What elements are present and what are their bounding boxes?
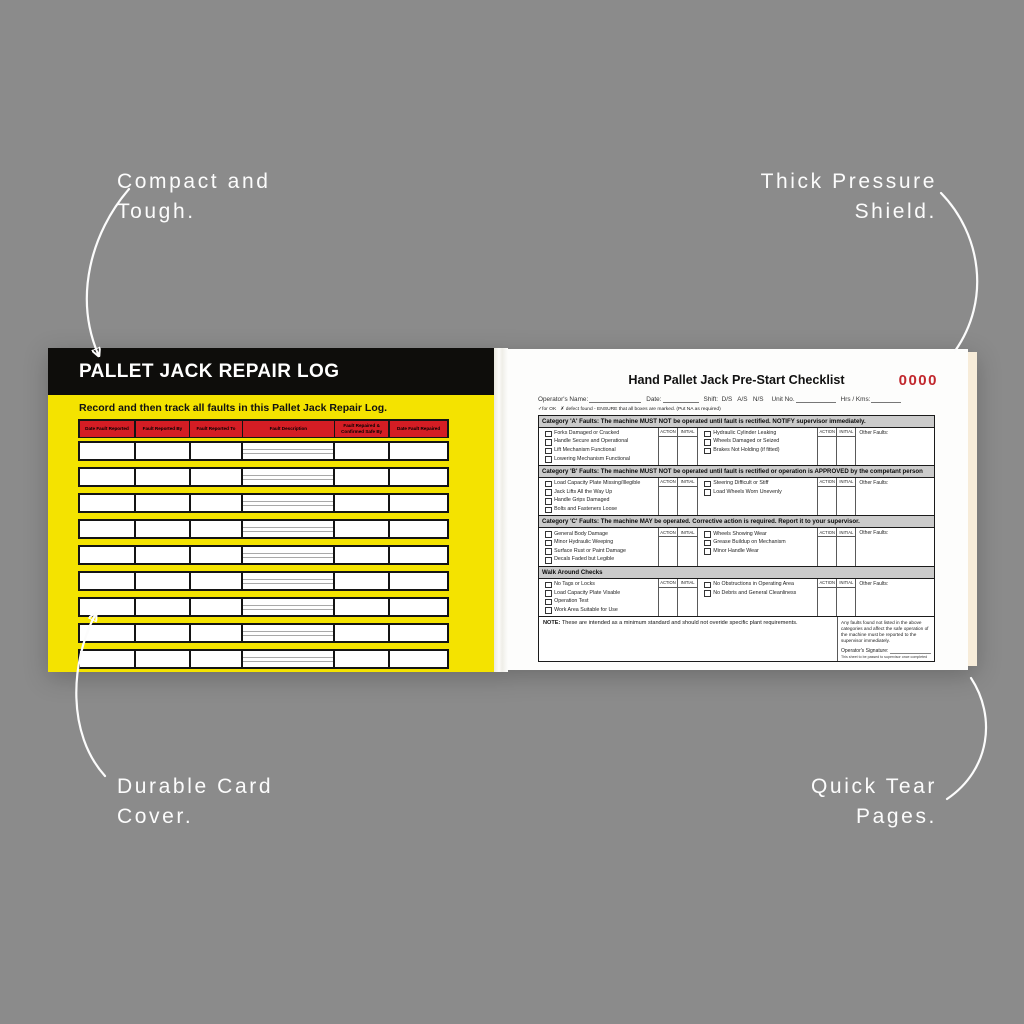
log-cell-blank bbox=[80, 443, 134, 459]
checklist-item-label: Jack Lifts All the Way Up bbox=[554, 488, 613, 495]
log-cell-blank bbox=[335, 599, 388, 615]
page-stack-edge bbox=[968, 352, 977, 666]
initial-header: INITIAL bbox=[837, 528, 855, 537]
checkbox bbox=[545, 489, 552, 496]
initial-header: INITIAL bbox=[678, 528, 697, 537]
checklist-item bbox=[545, 590, 656, 597]
checklist-item bbox=[545, 557, 656, 564]
checklist-title: Hand Pallet Jack Pre-Start Checklist bbox=[628, 373, 845, 387]
action-column bbox=[658, 528, 677, 565]
initial-column bbox=[677, 428, 697, 465]
checkbox bbox=[704, 448, 711, 455]
action-column bbox=[658, 478, 677, 515]
checkbox bbox=[545, 448, 552, 455]
checklist-sections bbox=[539, 416, 934, 617]
checklist-item-label: Grease Buildup on Mechanism bbox=[713, 539, 786, 546]
checklist-item-label: Handle Grips Damaged bbox=[554, 497, 610, 504]
checklist-item bbox=[545, 489, 656, 496]
checkbox bbox=[704, 590, 711, 597]
log-cell-blank bbox=[390, 469, 447, 485]
log-table-row bbox=[78, 597, 449, 617]
note-row bbox=[539, 616, 934, 661]
log-cell-blank bbox=[243, 469, 333, 485]
operator-signature-field bbox=[841, 647, 931, 654]
log-cell-blank bbox=[136, 625, 189, 641]
log-cell-blank bbox=[390, 443, 447, 459]
checkbox bbox=[704, 548, 711, 555]
log-cell-blank bbox=[191, 547, 242, 563]
checklist-column bbox=[539, 528, 658, 565]
log-cell-blank bbox=[80, 547, 134, 563]
log-column-header: Fault Reported By bbox=[136, 421, 189, 437]
action-header: ACTION bbox=[659, 579, 677, 588]
checklist-item bbox=[704, 531, 815, 538]
supervisor-note-box bbox=[837, 617, 934, 661]
log-cell-blank bbox=[390, 573, 447, 589]
checklist-item bbox=[545, 439, 656, 446]
checklist-column bbox=[539, 428, 658, 465]
log-cell-blank bbox=[80, 599, 134, 615]
operator-name-blank bbox=[589, 395, 641, 403]
hrs-kms-blank bbox=[871, 395, 901, 403]
log-cell-blank bbox=[136, 521, 189, 537]
log-cell-blank bbox=[243, 521, 333, 537]
checklist-item-label: General Body Damage bbox=[554, 530, 608, 537]
initial-header: INITIAL bbox=[678, 478, 697, 487]
action-header: ACTION bbox=[818, 579, 836, 588]
action-column bbox=[817, 528, 836, 565]
initial-column bbox=[836, 579, 855, 616]
checklist-item bbox=[704, 540, 815, 547]
note-text bbox=[539, 617, 837, 661]
checklist-item bbox=[545, 498, 656, 505]
action-column bbox=[658, 428, 677, 465]
callout-card-cover bbox=[117, 772, 273, 832]
log-table-row bbox=[78, 571, 449, 591]
action-column bbox=[817, 579, 836, 616]
unit-no-blank bbox=[796, 395, 836, 403]
log-column-header: Fault Repaired & Confirmed Safe By bbox=[335, 421, 388, 437]
repair-log-header bbox=[48, 348, 494, 395]
marking-instructions: ✓for OK ✗ defect found - ENSURE that all boxes are marked. (Put NA as required) bbox=[538, 406, 721, 412]
checklist-item bbox=[704, 548, 815, 555]
checkbox bbox=[545, 507, 552, 514]
checkbox bbox=[545, 481, 552, 488]
log-cell-blank bbox=[136, 495, 189, 511]
date-blank bbox=[663, 395, 699, 403]
checklist-item-label: Lift Mechanism Functional bbox=[554, 447, 616, 454]
log-cell-blank bbox=[390, 547, 447, 563]
checklist-item-label: No Obstructions in Operating Area bbox=[713, 581, 794, 588]
checkbox bbox=[704, 531, 711, 538]
checklist-item bbox=[545, 607, 656, 614]
initial-header: INITIAL bbox=[837, 579, 855, 588]
log-cell-blank bbox=[191, 651, 242, 667]
other-faults-label: Other Faults: bbox=[859, 479, 889, 486]
log-cell-blank bbox=[136, 547, 189, 563]
other-faults-column bbox=[855, 579, 934, 616]
checklist-item-label: Work Area Suitable for Use bbox=[554, 606, 618, 613]
checkbox bbox=[545, 557, 552, 564]
checklist-item bbox=[545, 507, 656, 514]
checklist-item-label: Brakes Not Holding (if fitted) bbox=[713, 447, 780, 454]
callout-line: Pages. bbox=[856, 805, 937, 828]
log-cell-blank bbox=[335, 469, 388, 485]
log-cell-blank bbox=[136, 573, 189, 589]
log-cell-blank bbox=[80, 469, 134, 485]
log-cell-blank bbox=[191, 469, 242, 485]
log-cell-blank bbox=[80, 625, 134, 641]
checkbox bbox=[545, 590, 552, 597]
log-cell-blank bbox=[390, 651, 447, 667]
open-logbook bbox=[48, 348, 977, 672]
log-cell-blank bbox=[191, 625, 242, 641]
repair-log-page bbox=[48, 348, 494, 672]
checkbox bbox=[545, 607, 552, 614]
log-table-row bbox=[78, 623, 449, 643]
checklist-item-label: Forks Damaged or Cracked bbox=[554, 429, 620, 436]
log-cell-blank bbox=[136, 443, 189, 459]
other-faults-column bbox=[855, 478, 934, 515]
action-header: ACTION bbox=[818, 428, 836, 437]
other-faults-label: Other Faults: bbox=[859, 429, 889, 436]
log-cell-blank bbox=[390, 599, 447, 615]
log-cell-blank bbox=[335, 443, 388, 459]
initial-column bbox=[677, 579, 697, 616]
callout-line: Compact and bbox=[117, 170, 271, 193]
operator-name-label: Operator's Name: bbox=[538, 396, 589, 403]
log-table-header-row bbox=[78, 419, 449, 438]
initial-column bbox=[836, 478, 855, 515]
checklist-item-label: No Tags or Locks bbox=[554, 581, 595, 588]
note-body: These are intended as a minimum standard and should not overide specific plant requirements. bbox=[560, 619, 798, 626]
checklist-item bbox=[545, 548, 656, 555]
checkbox bbox=[545, 456, 552, 463]
repair-log-table bbox=[78, 419, 449, 669]
callout-line: Cover. bbox=[117, 805, 194, 828]
checklist-item-label: Surface Rust or Paint Damage bbox=[554, 547, 626, 554]
unit-no-label: Unit No. bbox=[771, 396, 795, 403]
callout-line: Tough. bbox=[117, 200, 196, 223]
section-header: Category 'C' Faults: The machine MAY be operated. Corrective action is required. Report it to your supervisor. bbox=[539, 515, 934, 528]
callout-line: Durable Card bbox=[117, 775, 274, 798]
curve-top-right bbox=[941, 193, 977, 351]
checkbox bbox=[545, 431, 552, 438]
checkbox bbox=[545, 582, 552, 589]
log-cell-blank bbox=[335, 625, 388, 641]
other-faults-label: Other Faults: bbox=[859, 580, 889, 587]
shift-label: Shift: D/S A/S N/S bbox=[703, 396, 764, 403]
action-column bbox=[817, 428, 836, 465]
log-cell-blank bbox=[243, 547, 333, 563]
log-cell-blank bbox=[80, 521, 134, 537]
section-body bbox=[539, 579, 934, 616]
log-cell-blank bbox=[390, 521, 447, 537]
log-cell-blank bbox=[136, 469, 189, 485]
log-cell-blank bbox=[191, 495, 242, 511]
section-header: Category 'A' Faults: The machine MUST NOT be operated until fault is rectified. NOTIFY supervisor immediately. bbox=[539, 416, 934, 428]
callout-pressure-shield bbox=[761, 167, 937, 227]
checkbox bbox=[545, 498, 552, 505]
checklist-item-label: Handle Secure and Operational bbox=[554, 438, 629, 445]
log-cell-blank bbox=[243, 625, 333, 641]
checklist-item-label: Steering Difficult or Stiff bbox=[713, 480, 769, 487]
checklist-item-label: Hydraulic Cylinder Leaking bbox=[713, 429, 777, 436]
initial-header: INITIAL bbox=[837, 428, 855, 437]
checklist-item bbox=[545, 456, 656, 463]
checklist-item-label: No Debris and General Cleanliness bbox=[713, 589, 797, 596]
action-header: ACTION bbox=[659, 428, 677, 437]
log-cell-blank bbox=[390, 625, 447, 641]
checkbox bbox=[704, 431, 711, 438]
log-cell-blank bbox=[191, 599, 242, 615]
checkbox bbox=[545, 439, 552, 446]
checklist-item bbox=[704, 431, 815, 438]
checkbox bbox=[704, 481, 711, 488]
checklist-item bbox=[704, 448, 815, 455]
checkbox bbox=[704, 439, 711, 446]
checklist-item bbox=[545, 481, 656, 488]
checklist-item-label: Lowering Mechanism Functional bbox=[554, 455, 631, 462]
action-column bbox=[817, 478, 836, 515]
checklist-column bbox=[697, 528, 817, 565]
checkbox bbox=[545, 548, 552, 555]
log-cell-blank bbox=[390, 495, 447, 511]
initial-header: INITIAL bbox=[678, 428, 697, 437]
checklist-item bbox=[545, 582, 656, 589]
checklist-item bbox=[704, 582, 815, 589]
checkbox bbox=[704, 540, 711, 547]
note-label: NOTE: bbox=[543, 619, 561, 626]
log-cell-blank bbox=[80, 573, 134, 589]
log-cell-blank bbox=[335, 651, 388, 667]
log-column-header: Fault Reported To bbox=[190, 421, 241, 437]
checklist-item bbox=[704, 481, 815, 488]
action-header: ACTION bbox=[659, 478, 677, 487]
log-table-row bbox=[78, 493, 449, 513]
initial-column bbox=[677, 528, 697, 565]
checklist-item-label: Wheels Damaged or Seized bbox=[713, 438, 780, 445]
checklist-column bbox=[697, 579, 817, 616]
callout-line: Shield. bbox=[854, 200, 937, 223]
log-cell-blank bbox=[191, 573, 242, 589]
log-table-row bbox=[78, 545, 449, 565]
checkbox bbox=[704, 489, 711, 496]
action-header: ACTION bbox=[818, 528, 836, 537]
log-cell-blank bbox=[136, 599, 189, 615]
repair-log-title: PALLET JACK REPAIR LOG bbox=[79, 360, 340, 382]
callout-line: Thick Pressure bbox=[760, 170, 937, 193]
checklist-item-label: Load Capacity Plate Missing/Illegible bbox=[554, 480, 641, 487]
hrs-kms-label: Hrs / Kms: bbox=[840, 396, 871, 403]
book-gutter bbox=[494, 348, 508, 672]
log-column-header: Date Fault Reported bbox=[80, 421, 135, 437]
checklist-item bbox=[704, 439, 815, 446]
checklist-item bbox=[545, 448, 656, 455]
checklist-item bbox=[545, 431, 656, 438]
initial-header: INITIAL bbox=[837, 478, 855, 487]
operator-meta-row bbox=[538, 395, 935, 403]
log-cell-blank bbox=[335, 495, 388, 511]
log-table-row bbox=[78, 649, 449, 669]
log-cell-blank bbox=[243, 443, 333, 459]
other-faults-column bbox=[855, 528, 934, 565]
callout-line: Quick Tear bbox=[811, 775, 937, 798]
log-column-header: Fault Description bbox=[243, 421, 334, 437]
checklist-column bbox=[539, 579, 658, 616]
checkbox bbox=[545, 599, 552, 606]
log-cell-blank bbox=[243, 573, 333, 589]
checklist-page bbox=[508, 349, 968, 670]
other-faults-label: Other Faults: bbox=[859, 530, 889, 537]
checklist-item bbox=[545, 531, 656, 538]
checklist-item-label: Wheels Showing Wear bbox=[713, 530, 767, 537]
supervisor-note: Any faults found not listed in the above categories and affect the safe operation of the machine must be reported to the supervisor immediately. bbox=[841, 619, 929, 643]
log-cell-blank bbox=[191, 443, 242, 459]
checklist-item-label: Minor Handle Wear bbox=[713, 547, 759, 554]
checklist-column bbox=[697, 428, 817, 465]
log-cell-blank bbox=[335, 547, 388, 563]
fine-print: This sheet to be passed to supervisor once completed bbox=[841, 655, 928, 659]
other-faults-column bbox=[855, 428, 934, 465]
action-column bbox=[658, 579, 677, 616]
serial-number: 0000 bbox=[898, 372, 938, 389]
callout-tear-pages bbox=[811, 772, 937, 832]
checklist-column bbox=[539, 478, 658, 515]
initial-header: INITIAL bbox=[678, 579, 697, 588]
initial-column bbox=[836, 428, 855, 465]
repair-log-subtitle: Record and then track all faults in this Pallet Jack Repair Log. bbox=[79, 402, 388, 414]
log-table-row bbox=[78, 519, 449, 539]
log-cell-blank bbox=[80, 651, 134, 667]
log-cell-blank bbox=[335, 521, 388, 537]
log-cell-blank bbox=[191, 521, 242, 537]
checklist-item-label: Decals Faded but Legible bbox=[554, 556, 615, 563]
checkbox bbox=[545, 540, 552, 547]
log-cell-blank bbox=[243, 651, 333, 667]
checklist-column bbox=[697, 478, 817, 515]
section-body bbox=[539, 428, 934, 465]
checklist-item-label: Operation Test bbox=[554, 598, 589, 605]
section-body bbox=[539, 528, 934, 565]
section-header: Category 'B' Faults: The machine MUST NOT be operated until fault is rectified or operation is APPROVED by the competant person bbox=[539, 465, 934, 478]
checkbox bbox=[545, 531, 552, 538]
log-cell-blank bbox=[335, 573, 388, 589]
checklist-item-label: Bolts and Fasteners Loose bbox=[554, 506, 618, 513]
log-column-header: Date Fault Repaired bbox=[390, 421, 448, 437]
initial-column bbox=[836, 528, 855, 565]
initial-column bbox=[677, 478, 697, 515]
checklist-item-label: Load Capacity Plate Visable bbox=[554, 589, 621, 596]
date-label: Date: bbox=[646, 396, 662, 403]
action-header: ACTION bbox=[659, 528, 677, 537]
signature-label: Operator's Signature: bbox=[841, 648, 889, 654]
log-table-row bbox=[78, 441, 449, 461]
checklist-item-label: Load Wheels Worn Unevenly bbox=[713, 488, 782, 495]
section-body bbox=[539, 478, 934, 515]
log-cell-blank bbox=[80, 495, 134, 511]
signature-blank bbox=[890, 647, 931, 654]
callout-compact-tough bbox=[117, 167, 271, 227]
checkbox bbox=[704, 582, 711, 589]
log-cell-blank bbox=[243, 495, 333, 511]
checklist-item bbox=[704, 489, 815, 496]
checklist-item bbox=[545, 540, 656, 547]
log-cell-blank bbox=[136, 651, 189, 667]
action-header: ACTION bbox=[818, 478, 836, 487]
checklist-item-label: Minor Hydraulic Weeping bbox=[554, 539, 614, 546]
section-header: Walk Around Checks bbox=[539, 566, 934, 579]
log-cell-blank bbox=[243, 599, 333, 615]
log-table-row bbox=[78, 467, 449, 487]
curve-bottom-right bbox=[947, 678, 986, 799]
checklist-item bbox=[704, 590, 815, 597]
checklist-item bbox=[545, 599, 656, 606]
checklist-form bbox=[538, 415, 935, 663]
